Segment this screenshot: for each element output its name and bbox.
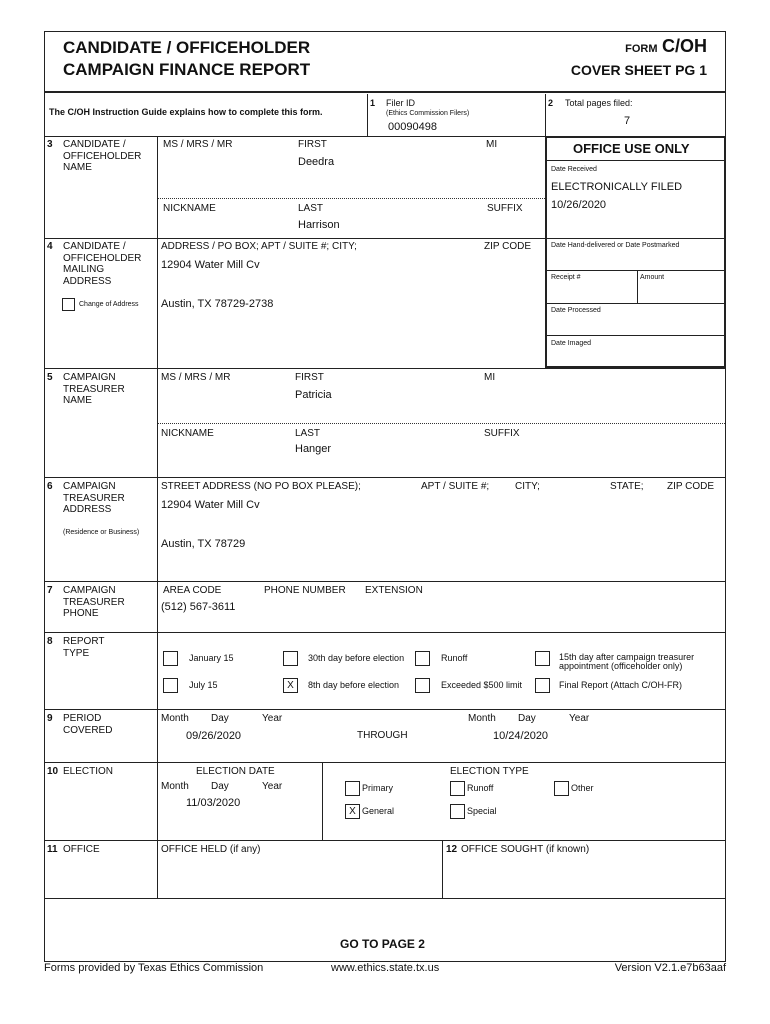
divider bbox=[546, 303, 725, 304]
date-received-label: Date Received bbox=[551, 166, 597, 173]
election-general-checkbox[interactable]: X bbox=[345, 804, 360, 819]
sec11-num: 11 bbox=[47, 844, 58, 855]
sec8-label: REPORT TYPE bbox=[63, 636, 105, 659]
sec10-month-label: Month bbox=[161, 781, 189, 792]
election-runoff-label: Runoff bbox=[467, 783, 494, 793]
cover-sheet-label: COVER SHEET PG 1 bbox=[570, 62, 707, 78]
divider bbox=[637, 270, 638, 303]
sec10-label: ELECTION bbox=[63, 766, 114, 777]
sec9-through: THROUGH bbox=[357, 730, 408, 741]
divider bbox=[322, 762, 323, 840]
sec3-label: CANDIDATE / OFFICEHOLDER NAME bbox=[63, 139, 142, 173]
candidate-last-name: Harrison bbox=[298, 219, 340, 231]
sec5-title-label: MS / MRS / MR bbox=[161, 372, 231, 383]
filer-id-sub: (Ethics Commission Filers) bbox=[386, 110, 470, 117]
report-final-checkbox[interactable] bbox=[535, 678, 550, 693]
treasurer-address-line1: 12904 Water Mill Cv bbox=[161, 499, 260, 511]
report-runoff-checkbox[interactable] bbox=[415, 651, 430, 666]
sec7-label: CAMPAIGN TREASURER PHONE bbox=[63, 585, 125, 619]
sec10-num: 10 bbox=[47, 766, 59, 777]
report-8day-checkbox[interactable]: X bbox=[283, 678, 298, 693]
report-15th-checkbox[interactable] bbox=[535, 651, 550, 666]
office-use-title: OFFICE USE ONLY bbox=[573, 141, 690, 156]
divider bbox=[44, 477, 726, 478]
election-other-checkbox[interactable] bbox=[554, 781, 569, 796]
report-jan15-label: January 15 bbox=[189, 653, 234, 663]
form-title-line2: CAMPAIGN FINANCE REPORT bbox=[63, 60, 311, 79]
sec6-label: CAMPAIGN TREASURER ADDRESS bbox=[63, 481, 125, 515]
sec9-end-month-label: Month bbox=[468, 713, 496, 724]
divider bbox=[546, 335, 725, 336]
report-30day-label: 30th day before election bbox=[308, 653, 405, 663]
footer-version: Version V2.1.e7b63aaf bbox=[614, 962, 726, 974]
sec11-label: OFFICE bbox=[63, 844, 100, 855]
sec9-start-month-label: Month bbox=[161, 713, 189, 724]
report-jan15-checkbox[interactable] bbox=[163, 651, 178, 666]
sec9-start-day-label: Day bbox=[211, 713, 229, 724]
election-runoff-checkbox[interactable] bbox=[450, 781, 465, 796]
sec8-num: 8 bbox=[47, 636, 53, 647]
report-8day-label: 8th day before election bbox=[308, 680, 400, 690]
sec3-num: 3 bbox=[47, 139, 53, 150]
office-held-label: OFFICE HELD (if any) bbox=[161, 844, 261, 855]
filer-id-label: Filer ID bbox=[386, 98, 415, 108]
receipt-label: Receipt # bbox=[551, 274, 581, 281]
sec4-label: CANDIDATE / OFFICEHOLDER MAILING ADDRESS bbox=[63, 241, 142, 287]
treasurer-address-line2: Austin, TX 78729 bbox=[161, 538, 246, 550]
treasurer-first-name: Patricia bbox=[295, 389, 332, 401]
treasurer-last-name: Hanger bbox=[295, 443, 332, 455]
date-imaged-label: Date Imaged bbox=[551, 340, 592, 347]
filer-id-num: 1 bbox=[370, 98, 376, 108]
sec9-end-day-label: Day bbox=[518, 713, 536, 724]
election-other-label: Other bbox=[571, 783, 594, 793]
form-title-line1: CANDIDATE / OFFICEHOLDER bbox=[63, 38, 311, 57]
report-final-label: Final Report (Attach C/OH-FR) bbox=[559, 680, 683, 690]
footer-url[interactable]: www.ethics.state.tx.us bbox=[331, 962, 440, 974]
sec7-ext-label: EXTENSION bbox=[365, 585, 423, 596]
sec3-last-label: LAST bbox=[298, 203, 324, 214]
divider bbox=[367, 94, 368, 136]
sec4-num: 4 bbox=[47, 241, 53, 252]
form-code: C/OH bbox=[662, 36, 707, 56]
divider bbox=[158, 198, 545, 199]
divider bbox=[44, 238, 546, 239]
election-special-checkbox[interactable] bbox=[450, 804, 465, 819]
total-pages-num: 2 bbox=[548, 98, 554, 108]
report-30day-checkbox[interactable] bbox=[283, 651, 298, 666]
treasurer-phone: (512) 567-3611 bbox=[161, 601, 236, 613]
hand-delivered-label: Date Hand-delivered or Date Postmarked bbox=[551, 242, 680, 249]
sec6-sub-label: (Residence or Business) bbox=[63, 529, 140, 536]
report-15th-label: 15th day after campaign treasurer appointment (officeholder only) bbox=[559, 652, 695, 672]
sec5-label: CAMPAIGN TREASURER NAME bbox=[63, 372, 125, 406]
divider bbox=[44, 136, 546, 137]
election-special-label: Special bbox=[467, 806, 497, 816]
filer-id-value: 00090498 bbox=[388, 121, 437, 133]
divider bbox=[158, 423, 725, 424]
divider bbox=[44, 632, 726, 633]
sec6-zip-label: ZIP CODE bbox=[667, 481, 715, 492]
report-exceeded-checkbox[interactable] bbox=[415, 678, 430, 693]
sec5-first-label: FIRST bbox=[295, 372, 324, 383]
amount-label: Amount bbox=[640, 274, 665, 281]
divider bbox=[44, 709, 726, 710]
sec6-state-label: STATE; bbox=[610, 481, 644, 492]
total-pages-value: 7 bbox=[624, 115, 631, 127]
sec4-zip-label: ZIP CODE bbox=[484, 241, 532, 252]
report-exceeded-label: Exceeded $500 limit bbox=[441, 680, 523, 690]
election-general-label: General bbox=[362, 806, 395, 816]
divider bbox=[442, 840, 443, 898]
report-runoff-label: Runoff bbox=[441, 653, 468, 663]
divider bbox=[44, 898, 726, 899]
office-sought-label: OFFICE SOUGHT (if known) bbox=[461, 844, 590, 855]
sec5-last-label: LAST bbox=[295, 428, 321, 439]
sec10-type-label: ELECTION TYPE bbox=[450, 766, 529, 777]
election-primary-label: Primary bbox=[362, 783, 393, 793]
divider bbox=[545, 94, 546, 136]
sec10-date-label: ELECTION DATE bbox=[196, 766, 275, 777]
filed-date: 10/26/2020 bbox=[551, 199, 607, 211]
candidate-address-line1: 12904 Water Mill Cv bbox=[161, 259, 260, 271]
sec7-phone-label: PHONE NUMBER bbox=[264, 585, 346, 596]
go-to-page-2: GO TO PAGE 2 bbox=[340, 937, 425, 951]
form-prefix: FORM bbox=[625, 43, 658, 55]
sec3-mi-label: MI bbox=[486, 139, 498, 150]
change-of-address-checkbox[interactable] bbox=[62, 298, 75, 311]
sec12-num: 12 bbox=[446, 844, 458, 855]
sec6-apt-label: APT / SUITE #; bbox=[421, 481, 490, 492]
election-primary-checkbox[interactable] bbox=[345, 781, 360, 796]
divider bbox=[44, 368, 726, 369]
sec3-title-label: MS / MRS / MR bbox=[163, 139, 233, 150]
sec7-num: 7 bbox=[47, 585, 53, 596]
total-pages-label: Total pages filed: bbox=[565, 98, 633, 108]
divider bbox=[546, 160, 725, 161]
sec9-num: 9 bbox=[47, 713, 53, 724]
sec5-mi-label: MI bbox=[484, 372, 496, 383]
period-end-date: 10/24/2020 bbox=[493, 730, 549, 742]
change-of-address-label: Change of Address bbox=[79, 301, 139, 308]
candidate-address-line2: Austin, TX 78729-2738 bbox=[161, 298, 274, 310]
election-date: 11/03/2020 bbox=[186, 797, 241, 809]
sec3-nickname-label: NICKNAME bbox=[163, 203, 216, 214]
sec10-day-label: Day bbox=[211, 781, 229, 792]
report-jul15-label: July 15 bbox=[189, 680, 218, 690]
report-jul15-checkbox[interactable] bbox=[163, 678, 178, 693]
sec5-nickname-label: NICKNAME bbox=[161, 428, 214, 439]
sec6-city-label: CITY; bbox=[515, 481, 540, 492]
date-processed-label: Date Processed bbox=[551, 307, 601, 314]
candidate-first-name: Deedra bbox=[298, 156, 335, 168]
sec5-num: 5 bbox=[47, 372, 53, 383]
sec3-first-label: FIRST bbox=[298, 139, 327, 150]
divider bbox=[44, 762, 726, 763]
sec6-street-label: STREET ADDRESS (NO PO BOX PLEASE); bbox=[161, 481, 361, 492]
divider bbox=[546, 270, 725, 271]
divider bbox=[44, 581, 726, 582]
sec4-address-label: ADDRESS / PO BOX; APT / SUITE #; CITY; bbox=[161, 241, 357, 252]
instruction-text: The C/OH Instruction Guide explains how to complete this form. bbox=[49, 107, 323, 117]
sec9-start-year-label: Year bbox=[262, 713, 283, 724]
sec7-area-label: AREA CODE bbox=[163, 585, 222, 596]
header-divider bbox=[44, 91, 726, 93]
sec3-suffix-label: SUFFIX bbox=[487, 203, 523, 214]
footer-provided-by: Forms provided by Texas Ethics Commission bbox=[44, 962, 264, 974]
divider bbox=[546, 238, 725, 239]
sec9-label: PERIOD COVERED bbox=[63, 713, 113, 736]
sec10-year-label: Year bbox=[262, 781, 283, 792]
label-column-divider bbox=[157, 136, 158, 898]
filed-status: ELECTRONICALLY FILED bbox=[551, 181, 683, 193]
sec6-num: 6 bbox=[47, 481, 53, 492]
period-start-date: 09/26/2020 bbox=[186, 730, 242, 742]
sec5-suffix-label: SUFFIX bbox=[484, 428, 520, 439]
divider bbox=[44, 840, 726, 841]
sec9-end-year-label: Year bbox=[569, 713, 590, 724]
form-code-label bbox=[625, 36, 707, 57]
